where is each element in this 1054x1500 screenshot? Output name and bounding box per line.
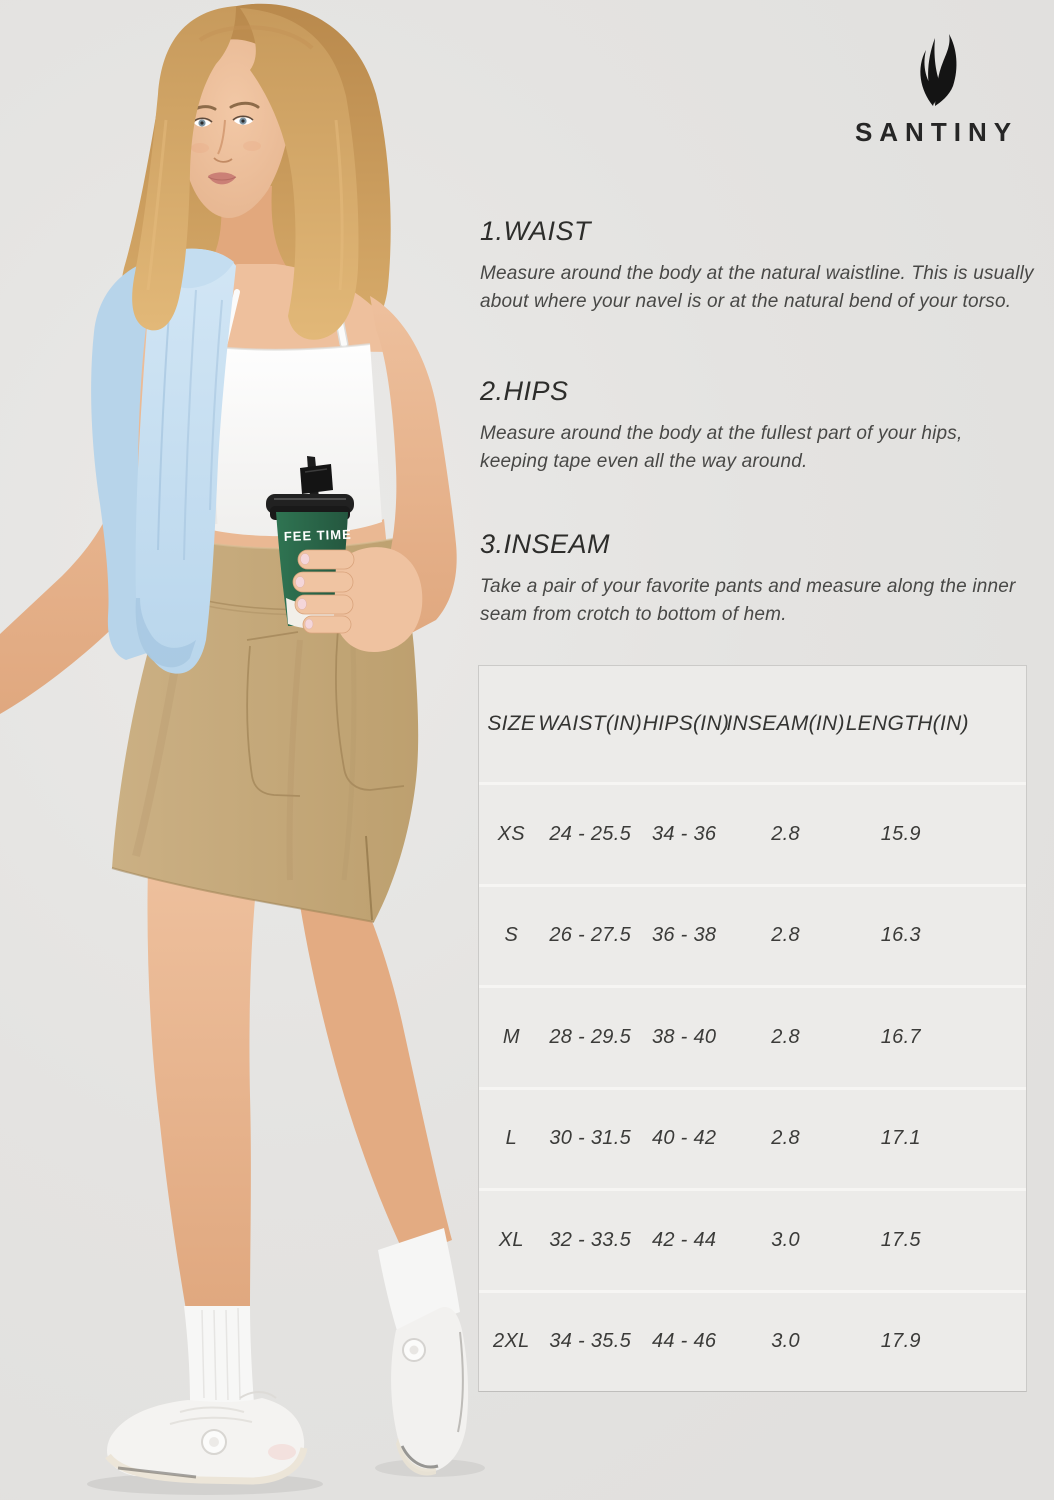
size-chart-cell: L xyxy=(505,1127,518,1150)
size-chart-row xyxy=(479,985,1026,1087)
size-chart-cell: 2.8 xyxy=(771,1127,800,1150)
size-chart-header-cell: INSEAM(IN) xyxy=(726,712,845,735)
size-chart-cell: 17.5 xyxy=(880,1228,921,1251)
size-chart-row xyxy=(479,1188,1026,1290)
size-chart-cell: 2XL xyxy=(493,1330,530,1353)
model-photo xyxy=(0,0,520,1500)
cup-text: FEE TIME xyxy=(283,526,353,544)
guide-heading-hips: 2.HIPS xyxy=(480,376,569,406)
guide-section-hips xyxy=(480,376,1046,476)
size-chart-cell: 2.8 xyxy=(771,822,800,845)
size-chart-cell: 2.8 xyxy=(771,1025,800,1048)
size-chart-cell: 42 - 44 xyxy=(651,1228,717,1251)
size-chart-header-row xyxy=(479,666,1026,782)
size-chart-cell: 34 - 36 xyxy=(651,822,717,845)
size-chart-row xyxy=(479,1087,1026,1189)
guide-text-line: Measure around the body at the fullest part of your hips, xyxy=(480,423,963,444)
size-chart-cell: 36 - 38 xyxy=(651,924,717,947)
guide-heading-waist: 1.WAIST xyxy=(480,216,592,246)
brand-logo xyxy=(826,28,1040,148)
front-leg xyxy=(107,866,304,1481)
size-chart-cell: 28 - 29.5 xyxy=(549,1025,632,1048)
size-chart-table xyxy=(478,665,1027,1392)
size-chart-cell: 3.0 xyxy=(771,1228,800,1251)
front-sock xyxy=(184,1306,254,1404)
guide-section-waist xyxy=(480,216,1046,316)
size-chart-cell: S xyxy=(504,924,519,947)
size-chart-cell: 17.1 xyxy=(880,1127,921,1150)
size-chart-cell: M xyxy=(502,1025,520,1048)
size-chart-cell: 30 - 31.5 xyxy=(549,1127,632,1150)
guide-text-line: Measure around the body at the natural waistline. This is usually xyxy=(480,263,1034,284)
size-chart-cell: XS xyxy=(497,822,525,845)
size-chart-header-cell: LENGTH(IN) xyxy=(845,712,969,735)
guide-text-line: keeping tape even all the way around. xyxy=(480,451,808,472)
size-chart-row xyxy=(479,884,1026,986)
size-chart-cell: XL xyxy=(498,1228,524,1251)
size-chart-cell: 15.9 xyxy=(880,822,921,845)
size-chart-cell: 17.9 xyxy=(880,1330,921,1353)
back-leg xyxy=(296,872,468,1476)
size-chart-cell: 3.0 xyxy=(771,1330,800,1353)
guide-text-line: seam from crotch to bottom of hem. xyxy=(480,604,787,625)
size-chart-row xyxy=(479,782,1026,884)
size-chart-cell: 40 - 42 xyxy=(651,1127,717,1150)
size-chart-cell: 16.3 xyxy=(880,924,921,947)
guide-heading-inseam: 3.INSEAM xyxy=(480,529,611,559)
brand-name: SANTINY xyxy=(854,117,1019,147)
size-chart-cell: 26 - 27.5 xyxy=(549,924,632,947)
size-chart-cell: 34 - 35.5 xyxy=(549,1330,632,1353)
size-chart-header-cell: WAIST(IN) xyxy=(538,712,643,735)
size-chart-cell: 44 - 46 xyxy=(651,1330,717,1353)
guide-text-line: Take a pair of your favorite pants and measure along the inner xyxy=(480,576,1016,597)
size-chart-cell: 24 - 25.5 xyxy=(549,822,632,845)
guide-section-inseam xyxy=(480,529,1046,629)
size-chart-row xyxy=(479,1290,1026,1392)
guide-text-line: about where your navel is or at the natural bend of your torso. xyxy=(480,291,1012,312)
flame-logo-icon xyxy=(907,28,959,108)
size-chart-cell: 38 - 40 xyxy=(651,1025,717,1048)
size-chart-cell: 32 - 33.5 xyxy=(549,1228,632,1251)
size-chart-cell: 2.8 xyxy=(771,924,800,947)
size-chart-header-cell: SIZE xyxy=(487,712,536,735)
size-chart-header-cell: HIPS(IN) xyxy=(642,712,730,735)
size-chart-cell: 16.7 xyxy=(880,1025,921,1048)
